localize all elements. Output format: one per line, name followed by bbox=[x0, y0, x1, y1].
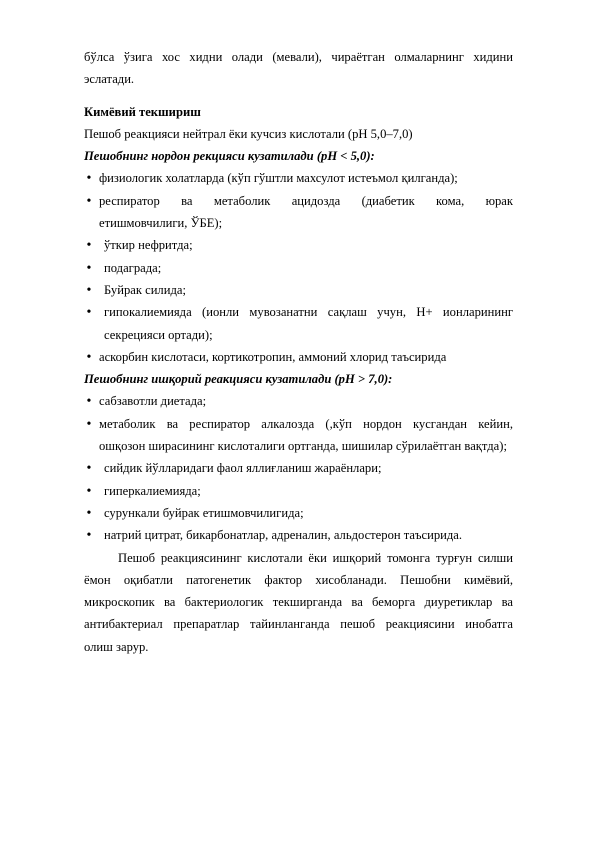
bullet-icon bbox=[84, 346, 94, 369]
page-content bbox=[84, 46, 513, 658]
acidic-list-item bbox=[84, 257, 513, 279]
conclusion-line: Пешоб реакциясининг кислотали ёки ишқорий томонга турғун силши bbox=[118, 550, 513, 565]
list-item-text: сурункали буйрак етишмовчилигида; bbox=[104, 505, 304, 520]
list-item-text: гиперкалиемияда; bbox=[104, 483, 201, 498]
list-item-text: физиологик холатларда (кўп гўштли махсулот истеъмол қилганда); bbox=[99, 171, 458, 186]
conclusion-line: микроскопик ва бактериологик текширганда ва беморга диуретиклар ва bbox=[84, 595, 513, 610]
intro-line-1: бўлса ўзига хос хидни олади (мевали), чираётган олмаларнинг хидини bbox=[84, 50, 513, 64]
acidic-list-item bbox=[84, 190, 513, 235]
section-heading: Кимёвий текшириш bbox=[84, 104, 201, 119]
list-item-text: респиратор ва метаболик ацидозда (диабетик кома, юрак bbox=[99, 193, 513, 208]
list-item-text: натрий цитрат, бикарбонатлар, адреналин, альдостерон таъсирида. bbox=[104, 528, 463, 543]
acidic-list-item bbox=[84, 167, 513, 189]
alkaline-list-item bbox=[84, 502, 513, 524]
conclusion-line: ёмон оқибатли патогенетик фактор хисобланади. Пешобни кимёвий, bbox=[84, 572, 513, 587]
list-item-text: подаграда; bbox=[104, 260, 162, 275]
bullet-icon bbox=[84, 457, 94, 480]
alkaline-subheading: Пешобнинг ишқорий реакцияси кузатилади (pH > 7,0): bbox=[84, 372, 393, 387]
list-item-text: Буйрак силида; bbox=[104, 282, 186, 297]
acidic-subheading: Пешобнинг нордон рекцияси кузатилади (pH < 5,0): bbox=[84, 149, 375, 164]
alkaline-list-item bbox=[84, 480, 513, 502]
acidic-list-item bbox=[84, 301, 513, 346]
list-item-text: метаболик ва респиратор алкалозда (,кўп нордон кусгандан кейин, bbox=[99, 416, 513, 431]
bullet-icon bbox=[84, 480, 94, 503]
list-item-text: ўткир нефритда; bbox=[104, 238, 193, 253]
acidic-list-item bbox=[84, 279, 513, 301]
bullet-icon bbox=[84, 190, 94, 213]
acidic-list-item bbox=[84, 346, 513, 368]
list-item-text: сабзавотли диетада; bbox=[99, 394, 207, 409]
list-item-text: аскорбин кислотаси, кортикотропин, аммоний хлорид таъсирида bbox=[99, 349, 447, 364]
bullet-icon bbox=[84, 524, 94, 547]
bullet-icon bbox=[84, 257, 94, 280]
bullet-icon bbox=[84, 279, 94, 302]
alkaline-list-item bbox=[84, 457, 513, 479]
bullet-icon bbox=[84, 167, 94, 190]
bullet-icon bbox=[84, 502, 94, 525]
list-item-text-continued: ошқозон ширасининг кислоталиги ортганда, шишилар сўрилаётган вақтда); bbox=[99, 439, 507, 454]
list-item-text: сийдик йўлларидаги фаол яллиғланиш жараёнлари; bbox=[104, 461, 382, 476]
alkaline-list-item bbox=[84, 413, 513, 458]
alkaline-list-item bbox=[84, 524, 513, 546]
list-item-text-continued: етишмовчилиги, ЎБЕ); bbox=[99, 216, 223, 231]
conclusion-line: антибактериал препаратлар тайинланганда пешоб реакциясини инобатга bbox=[84, 617, 513, 632]
normal-reaction-text: Пешоб реакцияси нейтрал ёки кучсиз кислотали (pH 5,0–7,0) bbox=[84, 126, 413, 141]
bullet-icon bbox=[84, 390, 94, 413]
alkaline-list-item bbox=[84, 390, 513, 412]
bullet-icon bbox=[84, 234, 94, 257]
bullet-icon bbox=[84, 413, 94, 436]
acidic-list-item bbox=[84, 234, 513, 256]
conclusion-line: олиш зарур. bbox=[84, 639, 149, 654]
list-item-text-continued: секрецияси ортади); bbox=[104, 327, 213, 342]
list-item-text: гипокалиемияда (ионли мувозанатни сақлаш учун, Н+ ионларининг bbox=[104, 305, 513, 320]
intro-line-2: эслатади. bbox=[84, 72, 135, 87]
bullet-icon bbox=[84, 301, 94, 324]
